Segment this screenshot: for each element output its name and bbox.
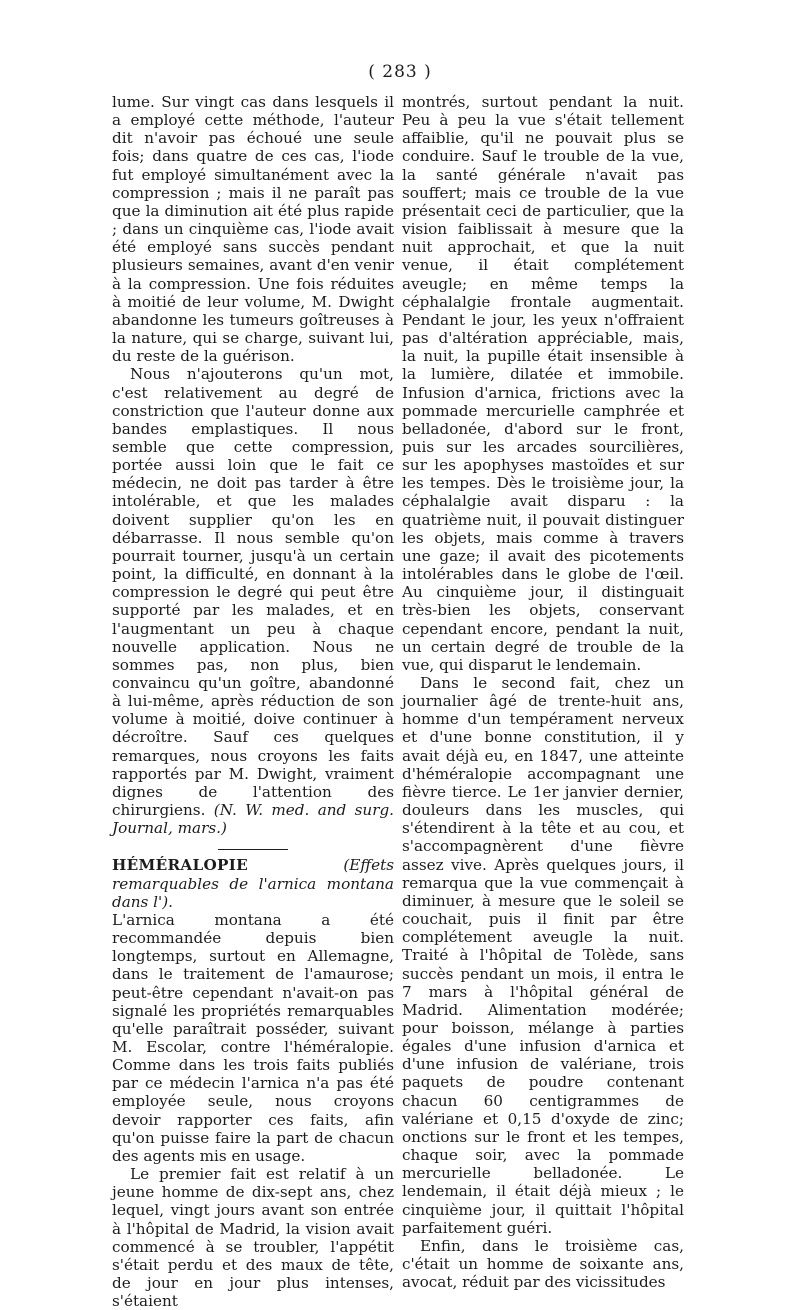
page-number: ( 283 ) <box>368 62 432 82</box>
paragraph-goitre-results: lume. Sur vingt cas dans lesquels il a employé cette méthode, l'auteur dit n'avoir pas échoué une seule fois; dans quatre de ces cas, l'iode fut employé simultanément avec la compression ; mais il ne paraît pas que la diminution ait été plus rapide ; dans un cinquième cas, l'iode avait été employé sans succès pendant plusieurs semaines, avant d'en venir à la compression. Une fois réduites à moitié de leur volume, M. Dwight abandonne les tumeurs goîtreuses à la nature, qui se charge, suivant lui, du reste de la guérison. <box>112 93 394 366</box>
paragraph-commentary <box>112 365 394 837</box>
commentary-text: Nous n'ajouterons qu'un mot, c'est relativement au degré de constriction que l'auteur donne aux bandes emplastiques. Il nous semble que cette compression, portée aussi loin que le fait ce médecin, ne doit pas tarder à être intolérable, et que les malades doivent supplier qu'on les en débarrasse. Il nous semble qu'on pourrait tourner, jusqu'à un certain point, la difficulté, en donnant à la compression le degré qui peut être supporté par les malades, et en l'augmentant un peu à chaque nouvelle application. Nous ne sommes pas, non plus, bien convaincu qu'un goître, abandonné à lui-même, après réduction de son volume à moitié, doive continuer à décroître. Sauf ces quelques remarques, nous croyons les faits rapportés par M. Dwight, vraiment dignes de l'attention des chirurgiens. <box>112 365 394 820</box>
paragraph-arnica-intro: L'arnica montana a été recommandée depuis bien longtemps, surtout en Allemagne, dans le traitement de l'amaurose; peut-être cependant n'avait-on pas signalé les propriétés remarquables qu'elle paraîtrait posséder, suivant M. Escolar, contre l'héméralopie. Comme dans les trois faits publiés par ce médecin l'arnica n'a pas été employée seule, nous croyons devoir rapporter ces faits, afin qu'on puisse faire la part de chacun des agents mis en usage. <box>112 910 394 1165</box>
section-title: HÉMÉRALOPIE <box>112 856 249 875</box>
section-subtitle: (Effets remarquables de l'arnica montana dans l'). <box>112 856 394 911</box>
left-column <box>112 93 394 1310</box>
right-column <box>402 93 684 1291</box>
journal-citation: (N. W. med. and surg. Journal, mars.) <box>112 801 395 838</box>
paragraph-second-case: Dans le second fait, chez un journalier âgé de trente-huit ans, homme d'un tempérament nerveux et d'une bonne constitution, il y avait déjà eu, en 1847, une atteinte d'héméralopie accompagnant une fièvre tierce. Le 1er janvier dernier, douleurs dans les muscles, qui s'étendirent à la tête et au cou, et s'accompagnèrent d'une fièvre assez vive. Après quelques jours, il remarqua que la vue commençait à diminuer, à mesure que le soleil se couchait, puis il finit par être complétement aveugle la nuit. Traité à l'hôpital de Tolède, sans succès pendant un mois, il entra le 7 mars à l'hôpital général de Madrid. Alimentation modérée; pour boisson, mélange à parties égales d'une infusion d'arnica et d'une infusion de valériane, trois paquets de poudre contenant chacun 60 centigrammes de valériane et 0,15 d'oxyde de zinc; onctions sur le front et les tempes, chaque soir, avec la pommade mercurielle belladonée. Le lendemain, il était déjà mieux ; le cinquième jour, il quittait l'hôpital parfaitement guéri. <box>402 674 684 1237</box>
paragraph-first-case: Le premier fait est relatif à un jeune homme de dix-sept ans, chez lequel, vingt jours avant son entrée à l'hôpital de Madrid, la vision avait commencé à se troubler, l'appétit s'était perdu et des maux de tête, de jour en jour plus intenses, s'étaient <box>112 1165 394 1310</box>
paragraph-third-case: Enfin, dans le troisième cas, c'était un homme de soixante ans, avocat, réduit par des vicissitudes <box>402 1236 684 1292</box>
section-heading <box>112 856 394 910</box>
section-divider <box>218 849 288 850</box>
paragraph-first-case-continued: montrés, surtout pendant la nuit. Peu à peu la vue s'était tellement affaiblie, qu'il ne pouvait plus se conduire. Sauf le trouble de la vue, la santé générale n'avait pas souffert; mais ce trouble de la vue présentait ceci de particulier, que la vision faiblissait à mesure que la nuit approchait, et que la nuit venue, il était complétement aveugle; en même temps la céphalalgie frontale augmentait. Pendant le jour, les yeux n'offraient pas d'altération appréciable, mais, la nuit, la pupille était insensible à la lumière, dilatée et immobile. Infusion d'arnica, frictions avec la pommade mercurielle camphrée et belladonée, d'abord sur le front, puis sur les arcades sourcilières, sur les apophyses mastoïdes et sur les tempes. Dès le troisième jour, la céphalalgie avait disparu : la quatrième nuit, il pouvait distinguer les objets, mais comme à travers une gaze; il avait des picotements intolérables dans le globe de l'œil. Au cinquième jour, il distinguait très-bien les objets, conservant cependant encore, pendant la nuit, un certain degré de trouble de la vue, qui disparut le lendemain. <box>402 93 684 674</box>
